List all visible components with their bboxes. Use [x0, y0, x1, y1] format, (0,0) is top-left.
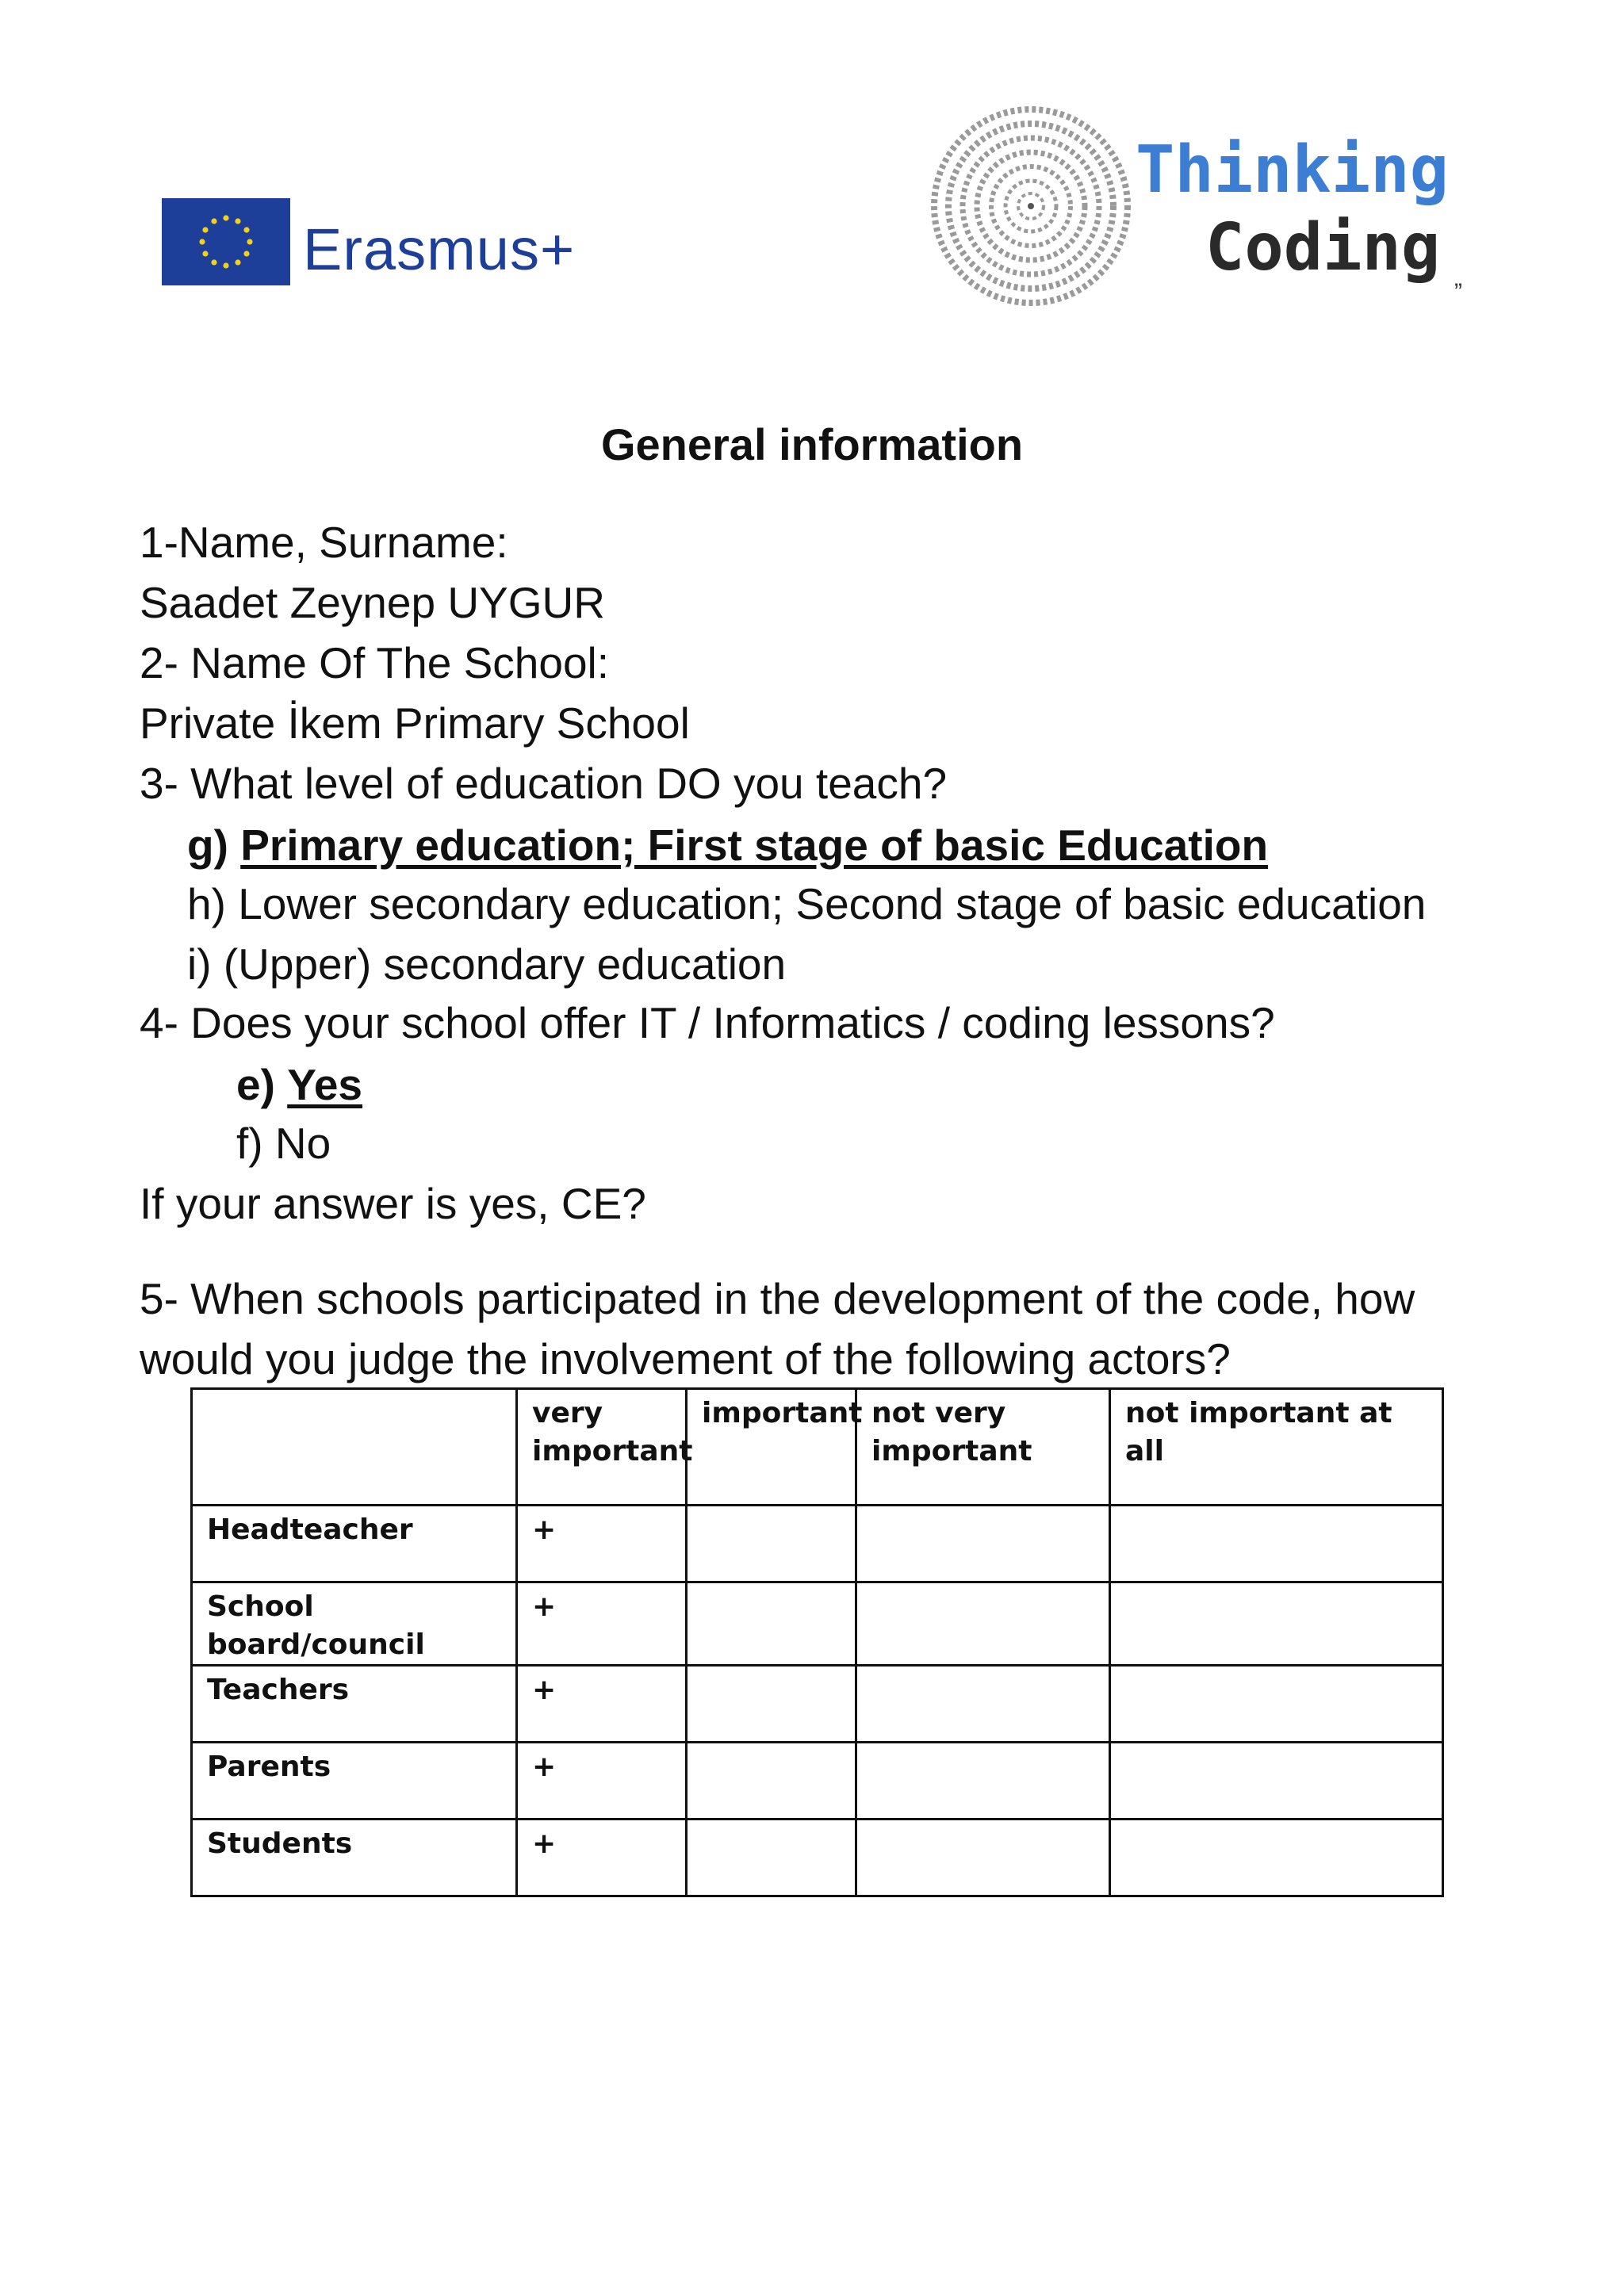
mark-cell: + — [517, 1820, 687, 1896]
q4-option-f — [236, 1113, 331, 1173]
table-row — [192, 1506, 1443, 1582]
option-text: Lower secondary education; Second stage of basic education — [238, 879, 1427, 928]
q2-answer: Private İkem Primary School — [140, 698, 690, 748]
mark-cell — [856, 1820, 1110, 1896]
option-text: No — [274, 1119, 331, 1168]
table-row — [192, 1820, 1443, 1896]
erasmus-logo — [162, 198, 590, 293]
erasmus-wordmark: Erasmus+ — [303, 216, 576, 282]
table-row — [192, 1666, 1443, 1743]
option-label: e) — [236, 1060, 275, 1109]
mark-cell — [856, 1666, 1110, 1743]
q4-question: 4- Does your school offer IT / Informatics / coding lessons? — [140, 998, 1275, 1047]
option-text: (Upper) secondary education — [223, 939, 787, 989]
mark-cell — [687, 1743, 856, 1820]
mark-cell — [687, 1666, 856, 1743]
header-cell-empty — [192, 1389, 517, 1506]
quote-mark: ” — [1454, 279, 1462, 305]
table-row — [192, 1743, 1443, 1820]
thinking-wordmark: Thinking — [1136, 132, 1449, 208]
mark-cell — [856, 1506, 1110, 1582]
q5-question-line1: 5- When schools participated in the development of the code, how — [140, 1274, 1415, 1323]
mark-cell: + — [517, 1743, 687, 1820]
table-row — [192, 1582, 1443, 1666]
q1-question: 1-Name, Surname: — [140, 518, 508, 567]
mark-cell: + — [517, 1666, 687, 1743]
option-text-selected: Yes — [287, 1060, 363, 1109]
actors-involvement-table — [190, 1387, 1444, 1897]
q5-question-line2: would you judge the involvement of the following actors? — [140, 1334, 1231, 1383]
option-text-selected: Primary education; First stage of basic Education — [240, 821, 1269, 870]
mark-cell — [1110, 1666, 1443, 1743]
eu-flag-icon — [162, 198, 290, 285]
mark-cell — [1110, 1743, 1443, 1820]
q1-answer: Saadet Zeynep UYGUR — [140, 578, 605, 627]
q3-option-h — [187, 874, 1426, 934]
option-label: h) — [187, 879, 226, 928]
table-header-row — [192, 1389, 1443, 1506]
mark-cell — [1110, 1582, 1443, 1666]
option-label: i) — [187, 939, 212, 989]
mark-cell — [1110, 1820, 1443, 1896]
q3-option-i — [187, 934, 786, 994]
actor-cell: Parents — [192, 1743, 517, 1820]
q4-followup: If your answer is yes, CE? — [140, 1179, 646, 1228]
q4-option-e — [236, 1054, 362, 1115]
header-important: important — [687, 1389, 856, 1506]
page-title: General information — [600, 419, 1024, 469]
mark-cell — [687, 1820, 856, 1896]
mark-cell — [687, 1582, 856, 1666]
actor-cell: School board/council — [192, 1582, 517, 1666]
actor-cell: Headteacher — [192, 1506, 517, 1582]
header-not-very-important: not very important — [856, 1389, 1110, 1506]
q3-question: 3- What level of education DO you teach? — [140, 759, 948, 808]
header-not-important-at-all: not important at all — [1110, 1389, 1443, 1506]
mark-cell — [856, 1743, 1110, 1820]
header-very-important: very important — [517, 1389, 687, 1506]
q2-question: 2- Name Of The School: — [140, 638, 610, 687]
mark-cell — [1110, 1506, 1443, 1582]
mark-cell: + — [517, 1506, 687, 1582]
mark-cell — [687, 1506, 856, 1582]
actor-cell: Teachers — [192, 1666, 517, 1743]
mark-cell: + — [517, 1582, 687, 1666]
mark-cell — [856, 1582, 1110, 1666]
option-label: f) — [236, 1119, 263, 1168]
binary-spiral-icon — [928, 103, 1134, 309]
actor-cell: Students — [192, 1820, 517, 1896]
thinking-coding-logo — [928, 103, 1483, 317]
option-label: g) — [187, 821, 228, 870]
coding-wordmark: Coding — [1205, 210, 1441, 285]
q3-option-g — [187, 815, 1268, 875]
